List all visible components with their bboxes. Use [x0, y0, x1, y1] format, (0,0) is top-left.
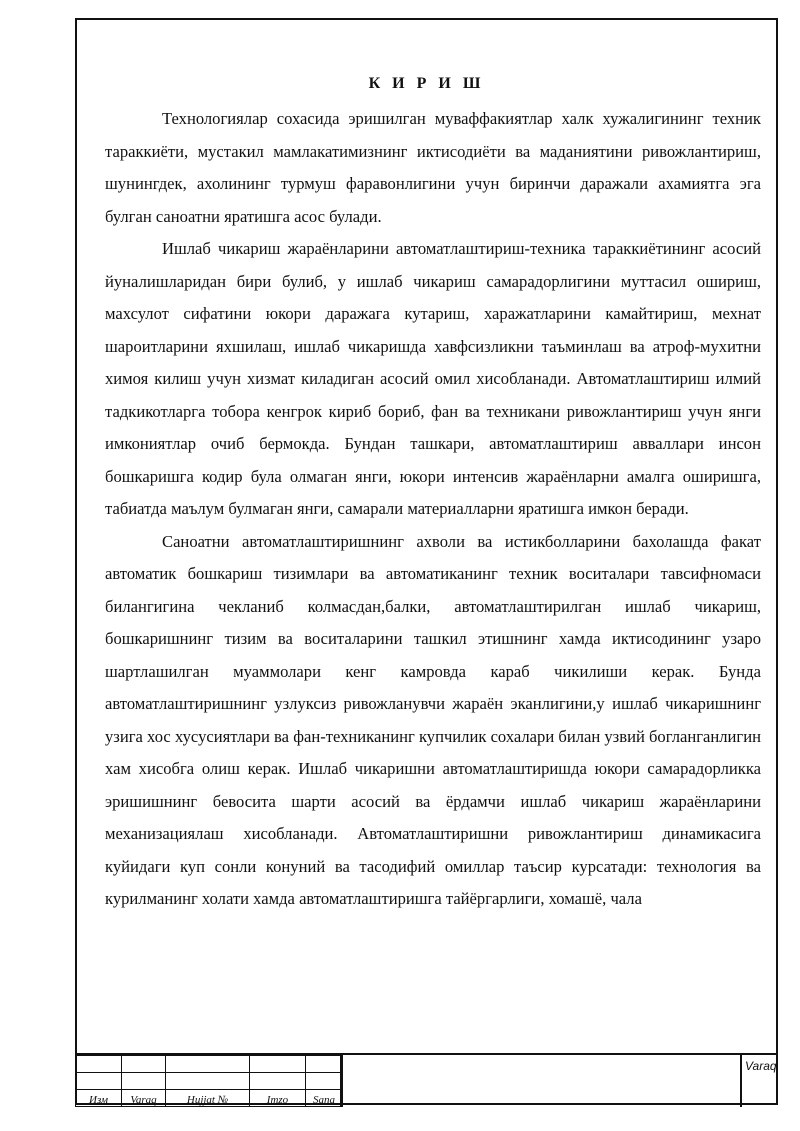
title-block-table — [75, 1055, 343, 1107]
stamp-divider — [740, 1055, 742, 1107]
sheet-number-label: Varaq — [745, 1059, 777, 1073]
stamp-col-imzo: Imzo — [250, 1090, 306, 1107]
stamp-col-sana: Sana — [306, 1090, 343, 1107]
paragraph: Ишлаб чикариш жараёнларини автоматлаштириш-техника тараккиётининг асосий йуналишларидан бири булиб, у ишлаб чикариш самарадорлигини муттасил ошириш, махсулот сифатини юкори даражага кутариш, харажатларини камайтириш, мехнат шароитларини яхшилаш, ишлаб чикаришда хавфсизликни таъминлаш ва атроф-мухитни химоя килиш учун хизмат киладиган асосий омил хисобланади. Автоматлаштириш илмий тадкикотларга тобора кенгрок кириб бориб, фан ва техникани ривожлантириш учун янги имкониятлар очиб бермокда. Бундан ташкари, автоматлаштириш авваллари инсон бошкаришга кодир була олмаган янги, юкори интенсив жараёнларни амалга оширишга, табиатда маълум булмаган янги, самарали материалларни яратишга имкон беради. — [105, 239, 761, 518]
document-heading: К И Р И Ш — [368, 75, 485, 92]
stamp-col-hujjat: Hujjat № — [166, 1090, 250, 1107]
stamp-divider — [340, 1055, 342, 1107]
title-block — [75, 1053, 778, 1107]
stamp-col-varaq: Varaq — [122, 1090, 166, 1107]
stamp-col-izm: Изм — [76, 1090, 122, 1107]
paragraph: Технологиялар сохасида эришилган муваффакиятлар халк хужалигининг техник тараккиёти, мустакил мамлакатимизнинг иктисодиёти ва маданиятини ривожлантириш, шунингдек, ахолининг турмуш фаравонлигини учун биринчи даражали ахамиятга эга булган саноатни яратишга асос булади. — [105, 109, 761, 226]
paragraph: Саноатни автоматлаштиришнинг ахволи ва истикболларини бахолашда факат автоматик бошкариш тизимлари ва автоматиканинг техник воситалари тавсифномаси билангигина чекланиб колмасдан,балки, автоматлаштирилган ишлаб чикариш, бошкаришнинг тизим ва воситаларини ташкил этишнинг хамда иктисодининг узаро шартлашилган муаммолари кенг камровда караб чикилиши керак. Бунда автоматлаштиришнинг узлуксиз ривожланувчи жараён эканлигини,у ишлаб чикаришнинг узига хос хусусиятлари ва фан-техниканинг купчилик сохалари билан узвий богланганлигин хам хисобга олиш керак. Ишлаб чикаришни автоматлаштиришда юкори самарадорликка эришишнинг бевосита шарти асосий ва ёрдамчи ишлаб чикариш жараёнларини механизациялаш хисобланади. Автоматлаштиришни ривожлантириш динамикасига куйидаги куп сонли конуний ва тасодифий омиллар таъсир курсатади: технология ва курилманинг холати хамда автоматлаштиришга тайёргарлиги, хомашё, чала — [105, 531, 761, 908]
document-body — [105, 103, 761, 916]
